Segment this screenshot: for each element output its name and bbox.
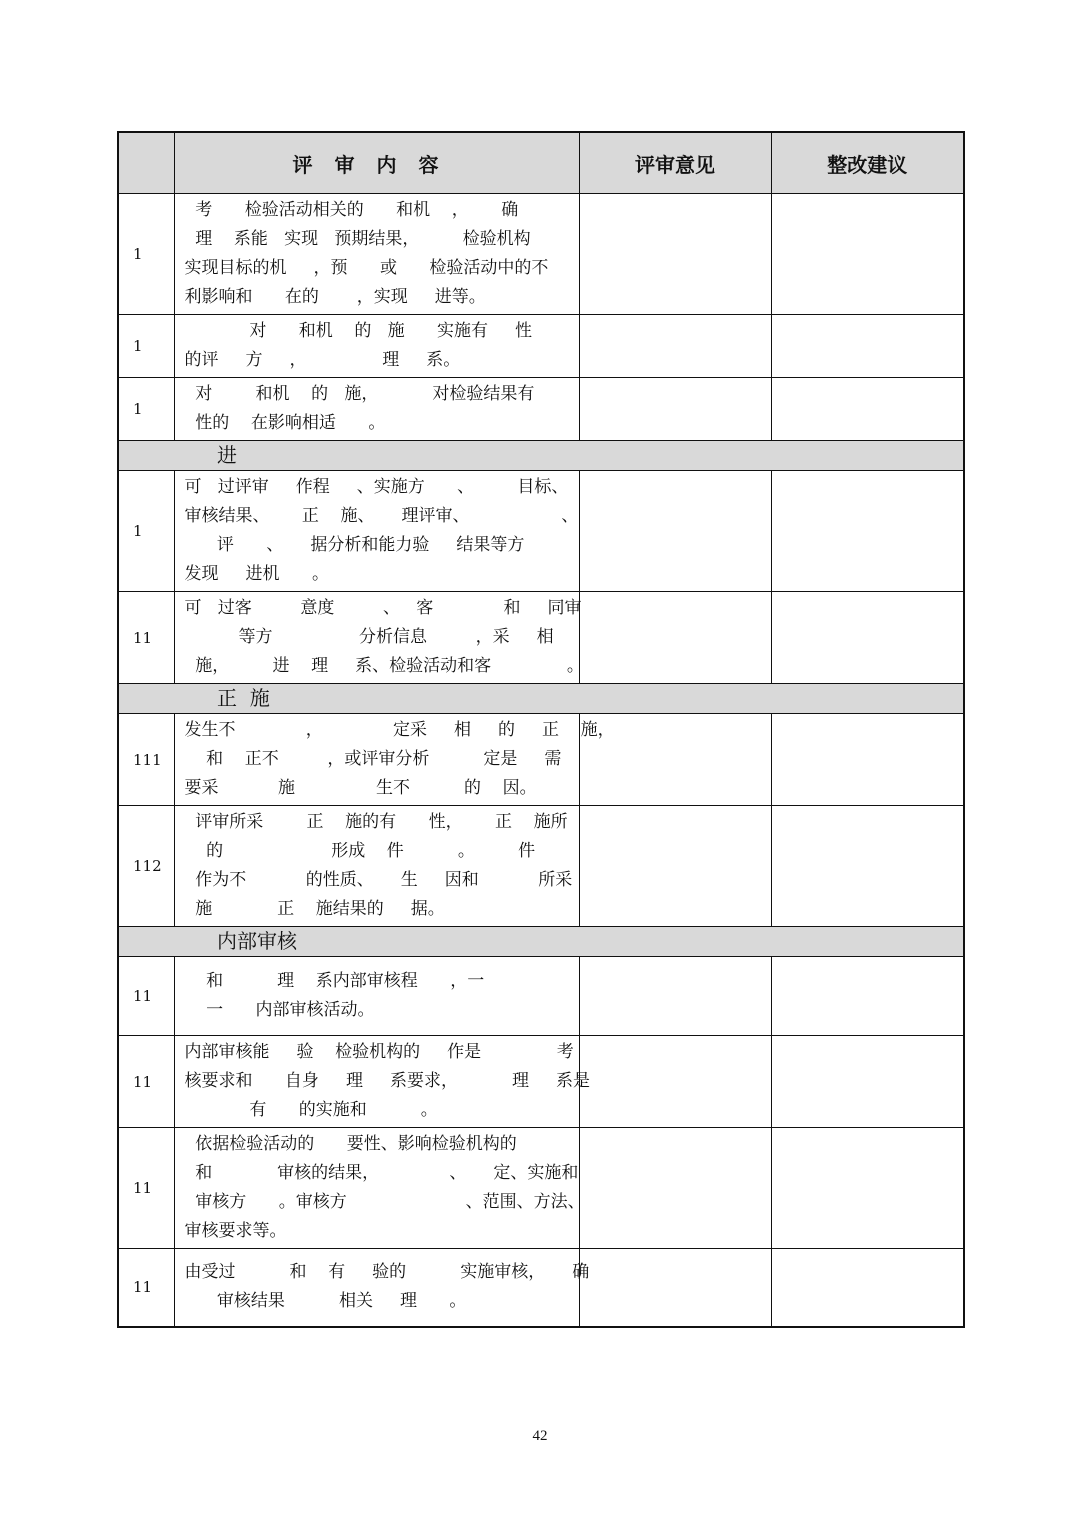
content-line: 有 的实施和 。 [184,1100,438,1120]
header-opinion: 评审意见 [579,132,771,194]
row-content [174,714,615,806]
table-row [118,714,964,806]
opinion-cell[interactable] [579,806,771,927]
content-line: 评 、 据分析和能力验 结果等方 [184,535,525,555]
opinion-cell[interactable] [579,378,771,441]
section-label: 内部审核 [217,929,297,953]
advice-cell[interactable] [771,194,964,315]
row-number: 1 [118,471,174,592]
content-line: 的评 方 ， 理 系。 [184,350,461,370]
content-line: 审核方 。审核方 、范围、方法、 [184,1192,585,1212]
row-content [174,1249,590,1327]
content-line: 内部审核能 验 检验机构的 作是 考 [184,1042,574,1062]
advice-cell[interactable] [771,315,964,378]
opinion-cell[interactable] [579,315,771,378]
opinion-cell[interactable] [579,471,771,592]
row-number: 11 [118,1128,174,1249]
row-number: 11 [118,1249,174,1327]
content-line: 实现目标的机 ，预 或 检验活动中的不 [184,258,549,278]
table-row [118,806,964,927]
row-content [174,1128,585,1249]
header-content: 评审内容 [174,132,579,194]
row-content [174,315,579,378]
content-line: 对 和机 的 施， 对检验结果有 [184,384,535,404]
opinion-cell[interactable] [579,592,771,684]
header-number [118,132,174,194]
table-row [118,1036,964,1128]
advice-cell[interactable] [771,714,964,806]
row-number: 11 [118,957,174,1036]
row-content [174,806,579,927]
table-header-row [118,132,964,194]
content-line: 审核要求等。 [184,1221,287,1241]
advice-cell[interactable] [771,1249,964,1327]
content-line: 性的 在影响相适 。 [184,413,386,433]
content-line: 和 审核的结果， 、 定、实施和 [184,1163,579,1183]
opinion-cell[interactable] [579,1128,771,1249]
row-number: 1 [118,194,174,315]
advice-cell[interactable] [771,471,964,592]
table-row [118,471,964,592]
table-row [118,315,964,378]
table-body [118,194,964,1327]
section-cell [118,441,964,471]
row-content [174,1036,591,1128]
section-row [118,684,964,714]
content-line: 理 系能 实现 预期结果， 检验机构 [184,229,531,249]
opinion-cell[interactable] [579,1036,771,1128]
content-line: 施 正 施结果的 据。 [184,899,445,919]
content-line: 的 形成 件 。 件 [184,841,536,861]
review-table [117,131,965,1328]
content-line: 可 过评审 作程 、实施方 、 目标、 [184,477,569,497]
row-content [174,592,584,684]
advice-cell[interactable] [771,378,964,441]
advice-cell[interactable] [771,1128,964,1249]
page-number: 42 [532,1428,548,1444]
content-line: 可 过客 意度 、 客 和 同审 [184,598,582,618]
content-line: 对 和机 的 施 实施有 性 [184,321,533,341]
content-line: 利影响和 在的 ，实现 进等。 [184,287,486,307]
row-number: 111 [118,714,174,806]
content-line: 发生不 ， 定采 相 的 正 施， [184,720,615,740]
section-label: 正 施 [217,686,270,710]
table-row [118,1128,964,1249]
section-row [118,927,964,957]
content-line: 等方 分析信息 ，采 相 [184,627,554,647]
content-line: 作为不 的性质、 生 因和 所采 [184,870,573,890]
content-line: 和 理 系内部审核程 ，一 [184,971,485,991]
header-advice: 整改建议 [771,132,964,194]
advice-cell[interactable] [771,1036,964,1128]
content-line: 核要求和 自身 理 系要求， 理 系是 [184,1071,591,1091]
advice-cell[interactable] [771,592,964,684]
row-content [174,194,579,315]
advice-cell[interactable] [771,806,964,927]
content-line: 审核结果 相关 理 。 [184,1291,467,1312]
content-line: 施， 进 理 系、检验活动和客 。 [184,656,584,676]
table-row [118,378,964,441]
advice-cell[interactable] [771,957,964,1036]
content-line: 依据检验活动的 要性、影响检验机构的 [184,1134,517,1154]
row-number: 11 [118,592,174,684]
section-row [118,441,964,471]
section-cell [118,684,964,714]
content-line: 一 内部审核活动。 [184,1000,375,1020]
section-cell [118,927,964,957]
opinion-cell[interactable] [579,1249,771,1327]
table-row [118,194,964,315]
content-line: 要采 施 生不 的 因。 [184,778,537,798]
row-content [174,471,579,592]
content-line: 审核结果、 正 施、 理评审、 、 [184,506,579,526]
opinion-cell[interactable] [579,957,771,1036]
content-line: 和 正不 ，或评审分析 定是 需 [184,749,562,769]
content-line: 发现 进机 。 [184,564,329,584]
content-line: 评审所采 正 施的有 性， 正 施所 [184,812,568,832]
section-label: 进 [217,443,237,467]
row-number: 112 [118,806,174,927]
table-row [118,592,964,684]
opinion-cell[interactable] [579,194,771,315]
row-number: 1 [118,315,174,378]
content-line: 由受过 和 有 验的 实施审核， 确 [184,1262,590,1283]
row-content [174,957,579,1036]
row-number: 11 [118,1036,174,1128]
row-content [174,378,579,441]
table-row [118,1249,964,1327]
table-row [118,957,964,1036]
content-line: 考 检验活动相关的 和机 ， 确 [184,200,519,220]
row-number: 1 [118,378,174,441]
